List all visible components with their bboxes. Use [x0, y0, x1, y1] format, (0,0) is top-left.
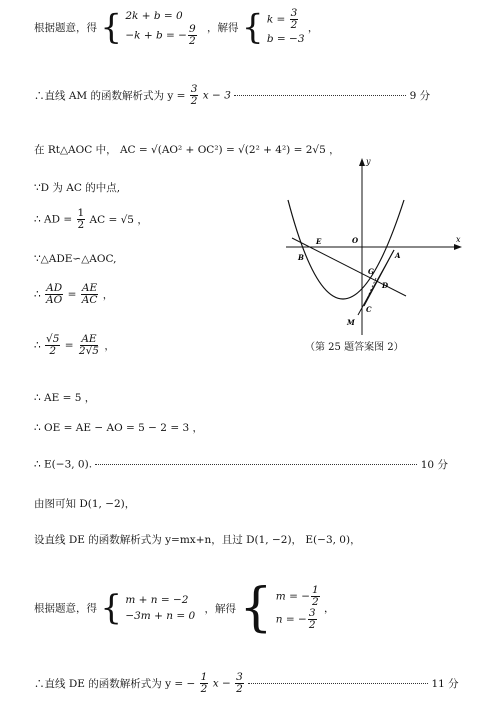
system-1-row-1: 2k + b = 0 — [125, 10, 183, 22]
leader-dots — [234, 95, 406, 96]
score-11: 11 分 — [431, 678, 459, 691]
score-10: 10 分 — [420, 459, 448, 471]
de-line-text: ∴直线 DE 的函数解析式为 y = − — [34, 678, 196, 691]
left-brace: { — [239, 578, 273, 638]
de-line-mid: x − — [212, 677, 231, 690]
therefore: ∴ — [34, 288, 41, 301]
equals: = — [64, 339, 74, 352]
ad-line — [34, 208, 148, 231]
fraction: $\frac{3}{2}$ — [308, 607, 316, 632]
fraction: $\frac{3}{2}$ — [236, 671, 243, 696]
solution-1-row-1: k = $\frac{3}{2}$ — [266, 7, 298, 32]
comma: ， — [324, 602, 335, 615]
label-o: O — [352, 236, 359, 245]
x-axis-arrow — [454, 244, 462, 250]
label-x: x — [456, 235, 461, 244]
solve-block-1 — [34, 8, 318, 47]
solution-2 — [276, 585, 321, 631]
fraction: $\frac{1}{2}$ — [312, 583, 319, 608]
ratio-line-1 — [34, 283, 113, 306]
solution-2-row-1: m = − $\frac{1}{2}$ — [275, 583, 319, 608]
system-2 — [125, 592, 195, 625]
comma: ， — [102, 289, 114, 302]
fraction: $\frac{1}{2}$ — [200, 671, 208, 696]
d-midpoint-line: ∵D 为 AC 的中点, — [34, 182, 121, 194]
comma: ， — [104, 340, 115, 353]
fraction: $\frac{√5}{2}$ — [46, 333, 60, 358]
y-axis-arrow — [359, 158, 365, 166]
figure-caption: （第 25 题答案图 2） — [305, 342, 404, 353]
ae-line: ∴ AE = 5 ， — [34, 392, 96, 404]
solve-word-1: ，解得 — [207, 22, 239, 35]
dashed-segment — [364, 278, 376, 306]
from-graph-line: 由图可知 D(1, −2)， — [34, 498, 136, 510]
system-1 — [125, 8, 197, 47]
ratio-line-2 — [34, 334, 115, 357]
fraction: $\frac{1}{2}$ — [77, 207, 85, 232]
solve-block-2 — [34, 578, 335, 638]
comma: ， — [307, 22, 319, 35]
fraction: $\frac{3}{2}$ — [290, 7, 298, 32]
leader-dots — [248, 683, 428, 684]
oe-line: ∴ OE = AE − AO = 5 − 2 = 3 ， — [34, 422, 203, 434]
intro-text-1: 根据题意，得 — [34, 22, 97, 35]
de-line — [34, 672, 459, 695]
fraction: $\frac{3}{2}$ — [190, 83, 198, 108]
line-ac — [364, 250, 394, 306]
fraction: $\frac{9}{2}$ — [188, 23, 196, 48]
solve-word-2: ，解得 — [204, 602, 236, 615]
solution-2-row-2: n = − $\frac{3}{2}$ — [275, 607, 316, 632]
de-setup-line: 设直线 DE 的函数解析式为 y=mx+n，且过 D(1, −2)， E(−3, 0)， — [34, 534, 361, 546]
am-line — [34, 84, 430, 107]
e-point-line — [34, 457, 448, 472]
system-2-row-2: −3m + n = 0 — [125, 610, 196, 622]
label-d: D — [382, 281, 389, 290]
fraction: $\frac{AE}{2√5}$ — [78, 333, 99, 358]
solution-1 — [267, 8, 305, 47]
leader-dots — [95, 464, 417, 465]
fraction: $\frac{AE}{AC}$ — [81, 282, 98, 307]
intro-text-2: 根据题意，得 — [34, 602, 97, 615]
left-brace: { — [100, 588, 122, 628]
system-2-row-1: m + n = −2 — [125, 593, 189, 606]
label-c: C — [366, 305, 372, 314]
left-brace: { — [241, 7, 264, 48]
label-g: G — [368, 267, 374, 276]
am-line-rest: x − 3 — [202, 89, 231, 102]
equals: = — [67, 288, 77, 301]
label-b: B — [298, 253, 304, 262]
therefore: ∴ — [34, 339, 41, 352]
label-m: M — [347, 318, 355, 327]
left-brace: { — [100, 7, 122, 48]
parabola-figure — [280, 150, 470, 340]
ad-text: ∴ AD = — [34, 213, 73, 226]
label-y: y — [366, 157, 371, 166]
am-line-text: ∴直线 AM 的函数解析式为 y = — [34, 90, 186, 103]
ac-line: 在 Rt△AOC 中， AC = √(AO² + OC²) = √(2² + 4²) = 2√5 ， — [34, 144, 340, 156]
system-1-row-2: −k + b = − $\frac{9}{2}$ — [125, 23, 196, 48]
label-a: A — [395, 251, 401, 260]
solution-1-row-2: b = −3 — [266, 33, 305, 46]
ad-rest: AC = √5 ， — [89, 214, 148, 227]
e-point-text: ∴ E(−3, 0). — [34, 458, 93, 471]
fraction: $\frac{AD}{AO}$ — [46, 282, 63, 307]
label-e: E — [316, 237, 322, 246]
similar-line: ∵△ADE∽△AOC, — [34, 253, 117, 265]
score-9: 9 分 — [409, 90, 431, 103]
